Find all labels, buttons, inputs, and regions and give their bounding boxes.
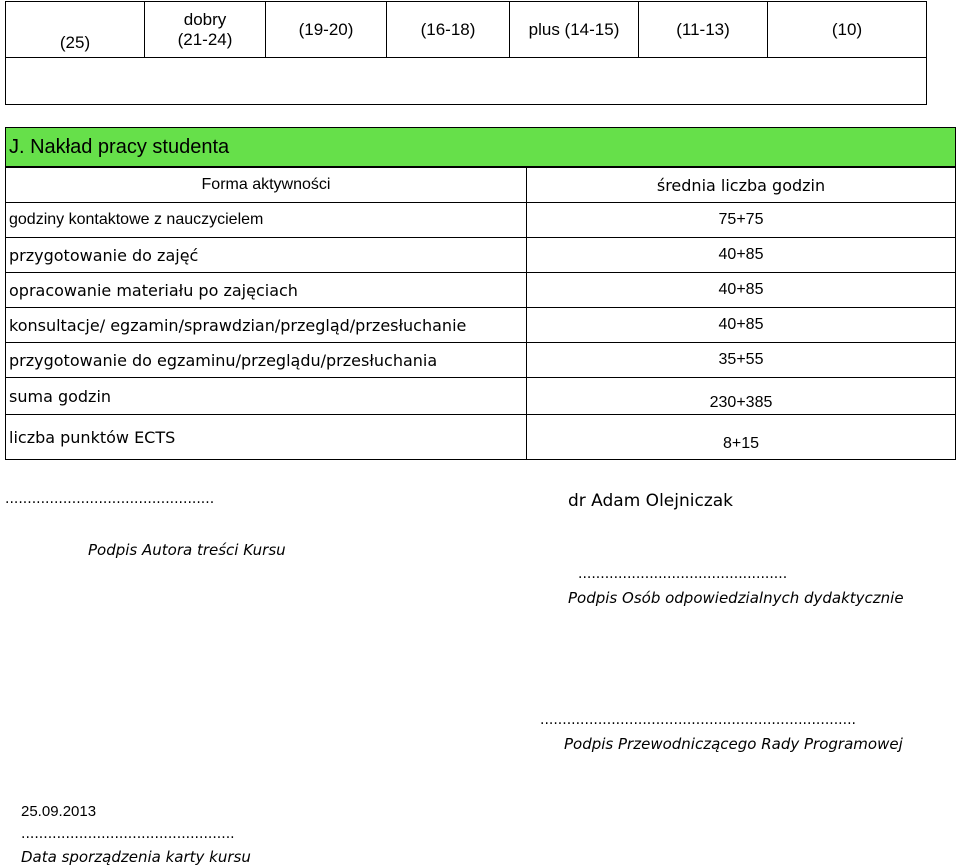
workload-table [5,127,956,460]
activity-cell: godziny kontaktowe z nauczycielem [6,203,527,238]
activity-cell: suma godzin [6,378,527,415]
table-row [6,238,956,273]
date-signature-dots: ................................................ [21,826,235,842]
grade-cell-10: (10) [768,2,927,58]
section-title: J. Nakład pracy studenta [6,128,956,168]
table-row [6,273,956,308]
hours-cell: 40+85 [527,273,956,308]
grade-cell-plus: plus (14-15) [510,2,639,58]
hours-cell: 40+85 [527,238,956,273]
activity-cell: przygotowanie do egzaminu/przeglądu/przesłuchania [6,343,527,378]
responsible-person-name: dr Adam Olejniczak [568,491,734,511]
activity-cell: konsultacje/ egzamin/sprawdzian/przegląd/przesłuchanie [6,308,527,343]
col-header-hours: średnia liczba godzin [527,167,956,203]
hours-cell: 40+85 [527,308,956,343]
table-row [6,415,956,460]
grade-cell-11-13: (11-13) [639,2,768,58]
date-label: Data sporządzenia karty kursu [21,848,251,866]
col-header-activity: Forma aktywności [6,167,527,203]
table-row [6,343,956,378]
hours-cell: 8+15 [527,415,956,460]
table-row [6,203,956,238]
grade-cell-16-18: (16-18) [387,2,510,58]
hours-cell: 230+385 [527,378,956,415]
grade-cell-dobry [145,2,266,58]
card-date: 25.09.2013 [21,803,97,820]
grade-dobry-range: (21-24) [177,29,233,49]
responsible-signature-dots: ............................................... [578,566,788,582]
table-row [6,378,956,415]
author-signature-label: Podpis Autora treści Kursu [88,541,286,559]
author-signature-dots: ............................................... [5,491,215,507]
grade-cell-19-20: (19-20) [266,2,387,58]
grade-empty-row [6,58,927,105]
chair-signature-dots: ....................................................................... [540,712,856,728]
table-row [6,308,956,343]
hours-cell: 35+55 [527,343,956,378]
responsible-signature-label: Podpis Osób odpowiedzialnych dydaktycznie [568,589,904,607]
hours-cell: 75+75 [527,203,956,238]
activity-cell: opracowanie materiału po zajęciach [6,273,527,308]
grade-dobry-label: dobry [183,9,227,29]
grade-cell-25: (25) [6,2,145,58]
activity-cell: przygotowanie do zajęć [6,238,527,273]
activity-cell: liczba punktów ECTS [6,415,527,460]
grade-scale-table [5,1,927,105]
chair-signature-label: Podpis Przewodniczącego Rady Programowej [564,735,903,753]
